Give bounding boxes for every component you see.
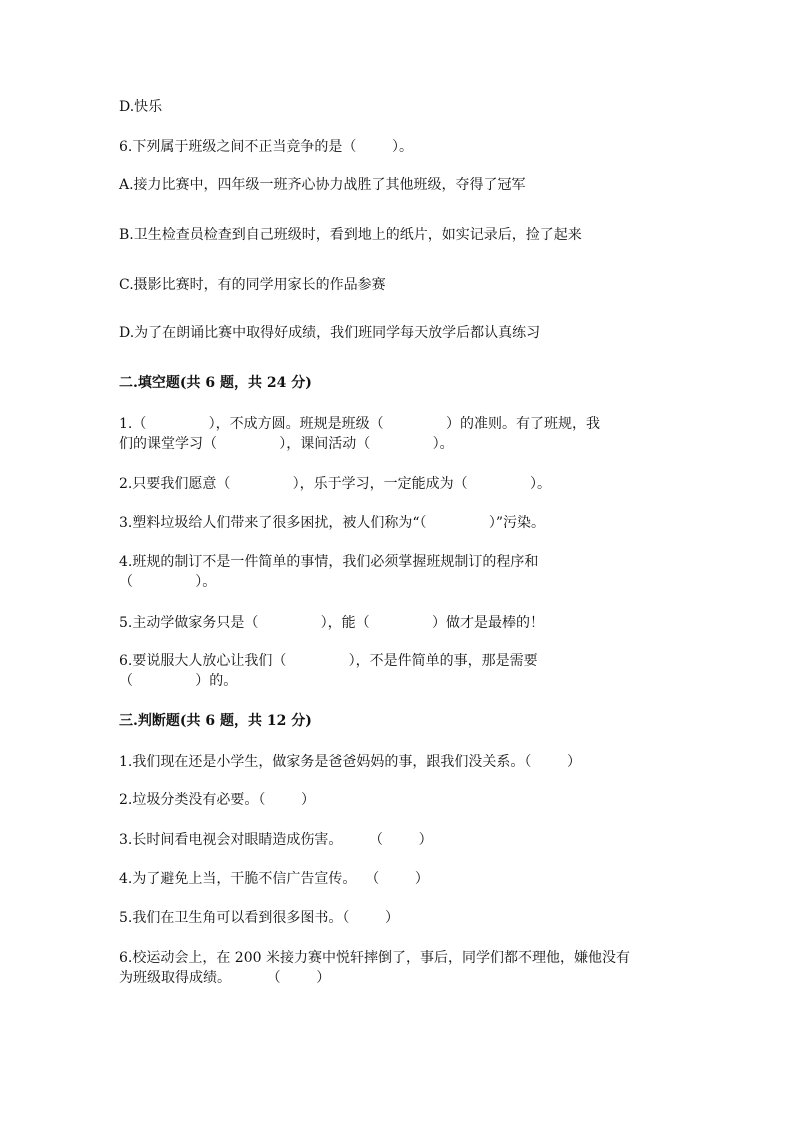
text-line: 3.塑料垃圾给人们带来了很多困扰，被人们称为“（ ）”污染。	[119, 515, 545, 531]
text-line: 5.我们在卫生角可以看到很多图书。（ ）	[119, 910, 399, 926]
text-line: 4.班规的制订不是一件简单的事情，我们必须掌握班规制订的程序和	[119, 554, 539, 570]
text-line: 1.我们现在还是小学生，做家务是爸爸妈妈的事，跟我们没关系。（ ）	[119, 754, 581, 770]
text-line: 6.下列属于班级之间不正当竞争的是（ ）。	[119, 139, 413, 155]
text-line: 们的课堂学习（ ），课间活动（ ）。	[119, 436, 454, 452]
text-line: 为班级取得成绩。 （ ）	[119, 970, 331, 986]
section-heading: 二.填空题(共 6 题，共 24 分)	[119, 375, 312, 391]
text-line: （ ）的。	[119, 673, 238, 689]
text-line: 2.只要我们愿意（ ），乐于学习，一定能成为（ ）。	[119, 476, 551, 492]
text-line: A.接力比赛中，四年级一班齐心协力战胜了其他班级，夺得了冠军	[119, 177, 526, 193]
text-line: 2.垃圾分类没有必要。（ ）	[119, 792, 315, 808]
text-line: C.摄影比赛时，有的同学用家长的作品参赛	[119, 277, 386, 293]
text-line: D.快乐	[119, 99, 163, 115]
text-line: 6.要说服大人放心让我们（ ），不是件简单的事，那是需要	[119, 653, 538, 669]
text-line: 5.主动学做家务只是（ ），能（ ）做才是最棒的！	[119, 615, 544, 631]
text-line: 6.校运动会上，在 200 米接力赛中悦轩摔倒了，事后，同学们都不理他，嫌他没有	[119, 950, 630, 966]
section-heading: 三.判断题(共 6 题，共 12 分)	[119, 713, 312, 729]
text-line: D.为了在朗诵比赛中取得好成绩，我们班同学每天放学后都认真练习	[119, 325, 541, 341]
text-line: B.卫生检查员检查到自己班级时，看到地上的纸片，如实记录后，捡了起来	[119, 227, 582, 243]
text-line: （ ）。	[119, 574, 217, 590]
text-line: 1.（ ），不成方圆。班规是班级（ ）的准则。有了班规，我	[119, 416, 600, 432]
text-line: 3.长时间看电视会对眼睛造成伤害。 （ ）	[119, 832, 433, 848]
text-line: 4.为了避免上当，干脆不信广告宣传。 （ ）	[119, 871, 429, 887]
